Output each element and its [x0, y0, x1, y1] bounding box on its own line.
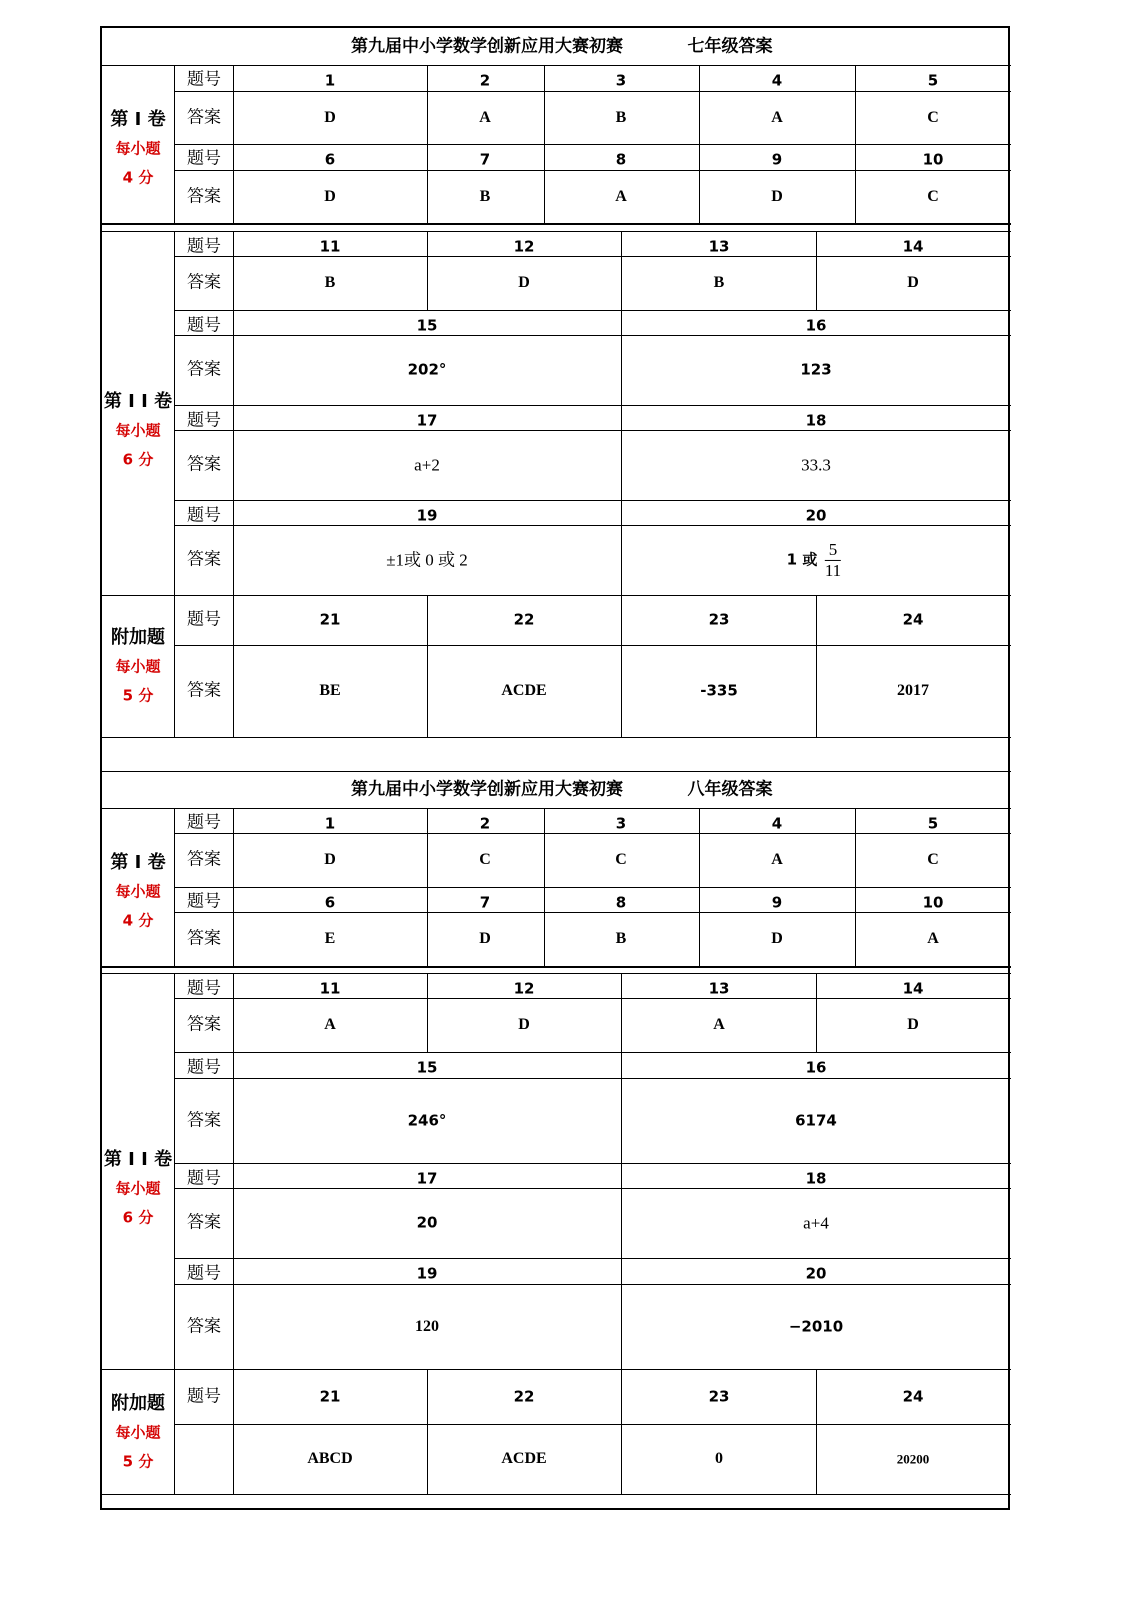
question-number: 12 — [513, 237, 535, 255]
question-number: 1 — [324, 71, 336, 90]
question-number: 22 — [513, 610, 535, 629]
page-title: 第九届中小学数学创新应用大赛初赛 — [351, 779, 623, 800]
answer-value: 246° — [407, 1111, 447, 1129]
section-name: 第 I I 卷 — [103, 391, 173, 412]
rule-line — [233, 1369, 234, 1494]
rule-line — [816, 231, 817, 310]
question-number: 11 — [319, 979, 341, 997]
rule-line — [621, 595, 622, 737]
question-number: 23 — [708, 610, 730, 629]
answer-label: 答案 — [187, 454, 221, 475]
question-number: 9 — [771, 893, 783, 911]
rule-line — [174, 170, 1011, 171]
question-number: 21 — [319, 610, 341, 629]
page-title: 第九届中小学数学创新应用大赛初赛 — [351, 36, 623, 57]
rule-line — [174, 1163, 1011, 1164]
answer-value: B — [324, 274, 336, 291]
rule-line — [174, 231, 175, 595]
question-number: 15 — [416, 316, 438, 334]
rule-line — [174, 808, 175, 966]
answer-value: A — [771, 108, 783, 126]
rule-line — [174, 405, 1011, 406]
rule-line — [174, 833, 1011, 834]
answer-value: ACDE — [501, 682, 547, 699]
rule-line — [621, 973, 622, 1369]
rule-line — [174, 1258, 1011, 1259]
question-number-label: 题号 — [187, 315, 221, 335]
answer-value: C — [927, 187, 939, 205]
score-note: 4 分 — [122, 168, 154, 187]
question-number-label: 题号 — [187, 410, 221, 430]
question-number: 17 — [416, 411, 438, 429]
score-note: 5 分 — [122, 1452, 154, 1470]
answer-value: a+4 — [803, 1213, 829, 1233]
answer-value: −2010 — [788, 1317, 844, 1335]
rule-line — [174, 1424, 1011, 1425]
rule-line — [174, 1188, 1011, 1189]
score-note: 5 分 — [122, 686, 154, 705]
question-number: 13 — [708, 979, 730, 997]
question-number: 23 — [708, 1387, 730, 1405]
rule-line — [102, 973, 1011, 974]
rule-line — [233, 65, 234, 223]
rule-line — [174, 256, 1011, 257]
rule-line — [699, 808, 700, 966]
question-number: 6 — [324, 893, 336, 911]
answer-value: D — [324, 851, 336, 868]
score-note: 每小题 — [115, 657, 161, 676]
answer-value: ACDE — [501, 1450, 547, 1467]
question-number: 1 — [324, 814, 336, 832]
rule-line — [102, 595, 1011, 596]
answer-value: A — [771, 851, 783, 868]
question-number: 13 — [708, 237, 730, 255]
section-name: 附加题 — [111, 627, 165, 648]
rule-line — [816, 973, 817, 1052]
question-number: 15 — [416, 1058, 438, 1077]
rule-line — [174, 595, 175, 737]
score-note: 每小题 — [115, 421, 161, 440]
rule-line — [233, 231, 234, 595]
section-name: 第 I 卷 — [110, 852, 166, 873]
question-number: 24 — [902, 1387, 924, 1405]
rule-line — [174, 335, 1011, 336]
rule-line — [855, 808, 856, 966]
rule-line — [174, 525, 1011, 526]
rule-line — [544, 808, 545, 966]
answer-label: 答案 — [187, 849, 221, 870]
answer-label: 答案 — [187, 549, 221, 570]
score-note: 每小题 — [115, 139, 161, 158]
rule-line — [102, 231, 1011, 232]
answer-value: a+2 — [414, 455, 440, 475]
question-number: 19 — [416, 506, 438, 524]
rule-line — [102, 1369, 1011, 1370]
question-number: 2 — [479, 71, 491, 90]
question-number: 10 — [922, 150, 944, 169]
question-number-label: 题号 — [187, 236, 221, 256]
answer-value: 0 — [715, 1450, 723, 1467]
question-number: 18 — [805, 1169, 827, 1187]
question-number-label: 题号 — [187, 148, 221, 169]
question-number: 18 — [805, 411, 827, 429]
rule-line — [621, 1369, 622, 1494]
question-number: 11 — [319, 237, 341, 255]
rule-line — [544, 65, 545, 223]
rule-line — [699, 65, 700, 223]
rule-line — [174, 310, 1011, 311]
grade-label: 八年级答案 — [687, 779, 773, 800]
section-name: 第 I I 卷 — [103, 1149, 173, 1170]
grade-label: 七年级答案 — [687, 36, 773, 57]
rule-line — [174, 91, 1011, 92]
answer-value: 120 — [415, 1317, 439, 1335]
answer-value: 33.3 — [801, 455, 831, 475]
answer-value: D — [518, 274, 530, 291]
question-number: 12 — [513, 979, 535, 997]
question-number-label: 题号 — [187, 978, 221, 998]
rule-line — [427, 65, 428, 223]
rule-line — [174, 500, 1011, 501]
answer-label: 答案 — [187, 359, 221, 380]
question-number: 24 — [902, 610, 924, 629]
rule-line — [233, 595, 234, 737]
answer-value: D — [324, 187, 336, 205]
answer-value: ABCD — [307, 1450, 353, 1467]
question-number: 16 — [805, 316, 827, 334]
answer-label: 答案 — [187, 1316, 221, 1336]
rule-line — [427, 973, 428, 1052]
answer-value: 2017 — [897, 682, 929, 699]
question-number: 16 — [805, 1058, 827, 1077]
answer-value: D — [907, 274, 919, 291]
rule-line — [233, 808, 234, 966]
answer-value: 1 或 — [786, 550, 818, 569]
question-number: 22 — [513, 1387, 535, 1405]
question-number-label: 题号 — [187, 505, 221, 525]
section-name: 附加题 — [111, 1392, 165, 1414]
answer-value: C — [479, 851, 491, 868]
answer-label: 答案 — [187, 1014, 221, 1035]
answer-value: 123 — [800, 360, 832, 379]
question-number-label: 题号 — [187, 1263, 221, 1284]
fraction-numerator: 5 — [828, 539, 838, 559]
answer-value: A — [324, 1016, 336, 1033]
score-note: 每小题 — [115, 1179, 161, 1198]
answer-value: A — [479, 108, 491, 126]
rule-line — [174, 1369, 175, 1494]
question-number: 4 — [771, 71, 783, 90]
question-number: 7 — [479, 893, 491, 911]
answer-value: D — [324, 108, 336, 126]
rule-line — [621, 231, 622, 595]
rule-line — [102, 65, 1011, 66]
question-number: 5 — [927, 814, 939, 832]
score-note: 6 分 — [122, 1208, 154, 1227]
answer-label: 答案 — [187, 928, 221, 949]
answer-value: E — [324, 930, 336, 947]
question-number: 9 — [771, 150, 783, 169]
rule-line — [174, 998, 1011, 999]
score-note: 6 分 — [122, 450, 154, 469]
answer-value: C — [927, 851, 939, 868]
question-number: 10 — [922, 893, 944, 911]
answer-label: 答案 — [187, 107, 221, 127]
rule-line — [174, 1078, 1011, 1079]
rule-line — [174, 430, 1011, 431]
question-number-label: 题号 — [187, 1386, 221, 1406]
question-number: 20 — [805, 1264, 827, 1283]
rule-line — [174, 887, 1011, 888]
question-number-label: 题号 — [187, 891, 221, 911]
answer-label: 答案 — [187, 1110, 221, 1130]
rule-line — [102, 1494, 1011, 1495]
question-number-label: 题号 — [187, 609, 221, 630]
question-number: 14 — [902, 237, 924, 255]
score-note: 每小题 — [115, 1423, 161, 1441]
answer-value: B — [479, 187, 491, 205]
question-number-label: 题号 — [187, 69, 221, 90]
rule-line — [174, 1284, 1011, 1285]
answer-value: C — [615, 851, 627, 868]
rule-line — [427, 595, 428, 737]
answer-value: D — [479, 930, 491, 947]
answer-value: -335 — [700, 681, 738, 700]
section-name: 第 I 卷 — [110, 109, 166, 130]
rule-line — [102, 966, 1011, 968]
answer-label: 答案 — [187, 272, 221, 293]
question-number: 4 — [771, 814, 783, 832]
rule-line — [174, 144, 1011, 145]
rule-line — [427, 808, 428, 966]
answer-sheet — [100, 26, 1010, 1510]
question-number: 17 — [416, 1169, 438, 1187]
fraction-answer — [825, 540, 841, 580]
rule-line — [816, 595, 817, 737]
question-number: 14 — [902, 979, 924, 997]
rule-line — [174, 1052, 1011, 1053]
answer-value: 6174 — [795, 1111, 837, 1129]
question-number: 3 — [615, 71, 627, 90]
answer-label: 答案 — [187, 1212, 221, 1233]
rule-line — [816, 1369, 817, 1494]
answer-value: BE — [319, 682, 341, 699]
answer-value: A — [615, 187, 627, 205]
rule-line — [855, 65, 856, 223]
answer-value: A — [927, 930, 939, 947]
rule-line — [174, 912, 1011, 913]
fraction-denominator: 11 — [824, 560, 842, 580]
question-number: 3 — [615, 814, 627, 832]
rule-line — [102, 771, 1011, 772]
answer-value: D — [518, 1016, 530, 1033]
answer-value: D — [771, 187, 783, 205]
answer-value: B — [713, 274, 725, 291]
rule-line — [174, 645, 1011, 646]
answer-value: B — [615, 930, 627, 947]
answer-value: B — [615, 108, 627, 126]
score-note: 每小题 — [115, 882, 161, 901]
rule-line — [427, 1369, 428, 1494]
question-number: 8 — [615, 893, 627, 911]
answer-value: 20 — [416, 1213, 438, 1232]
rule-line — [233, 973, 234, 1369]
rule-line — [427, 231, 428, 310]
answer-label: 答案 — [187, 680, 221, 701]
answer-value: D — [907, 1016, 919, 1033]
rule-line — [102, 808, 1011, 809]
question-number: 6 — [324, 150, 336, 169]
answer-value: 202° — [407, 360, 447, 379]
score-note: 4 分 — [122, 911, 154, 930]
rule-line — [102, 223, 1011, 225]
question-number: 7 — [479, 150, 491, 169]
question-number: 20 — [805, 506, 827, 524]
question-number: 2 — [479, 814, 491, 832]
question-number: 21 — [319, 1387, 341, 1405]
answer-value: 20200 — [896, 1451, 930, 1467]
rule-line — [174, 973, 175, 1369]
answer-value: C — [927, 108, 939, 126]
question-number: 19 — [416, 1264, 438, 1283]
question-number-label: 题号 — [187, 812, 221, 832]
answer-value: A — [713, 1016, 725, 1033]
answer-value: ±1或 0 或 2 — [386, 550, 468, 570]
question-number-label: 题号 — [187, 1168, 221, 1188]
question-number: 5 — [927, 71, 939, 90]
rule-line — [102, 737, 1011, 738]
answer-label: 答案 — [187, 186, 221, 206]
question-number-label: 题号 — [187, 1057, 221, 1078]
answer-value: D — [771, 930, 783, 947]
question-number: 8 — [615, 150, 627, 169]
rule-line — [174, 65, 175, 223]
